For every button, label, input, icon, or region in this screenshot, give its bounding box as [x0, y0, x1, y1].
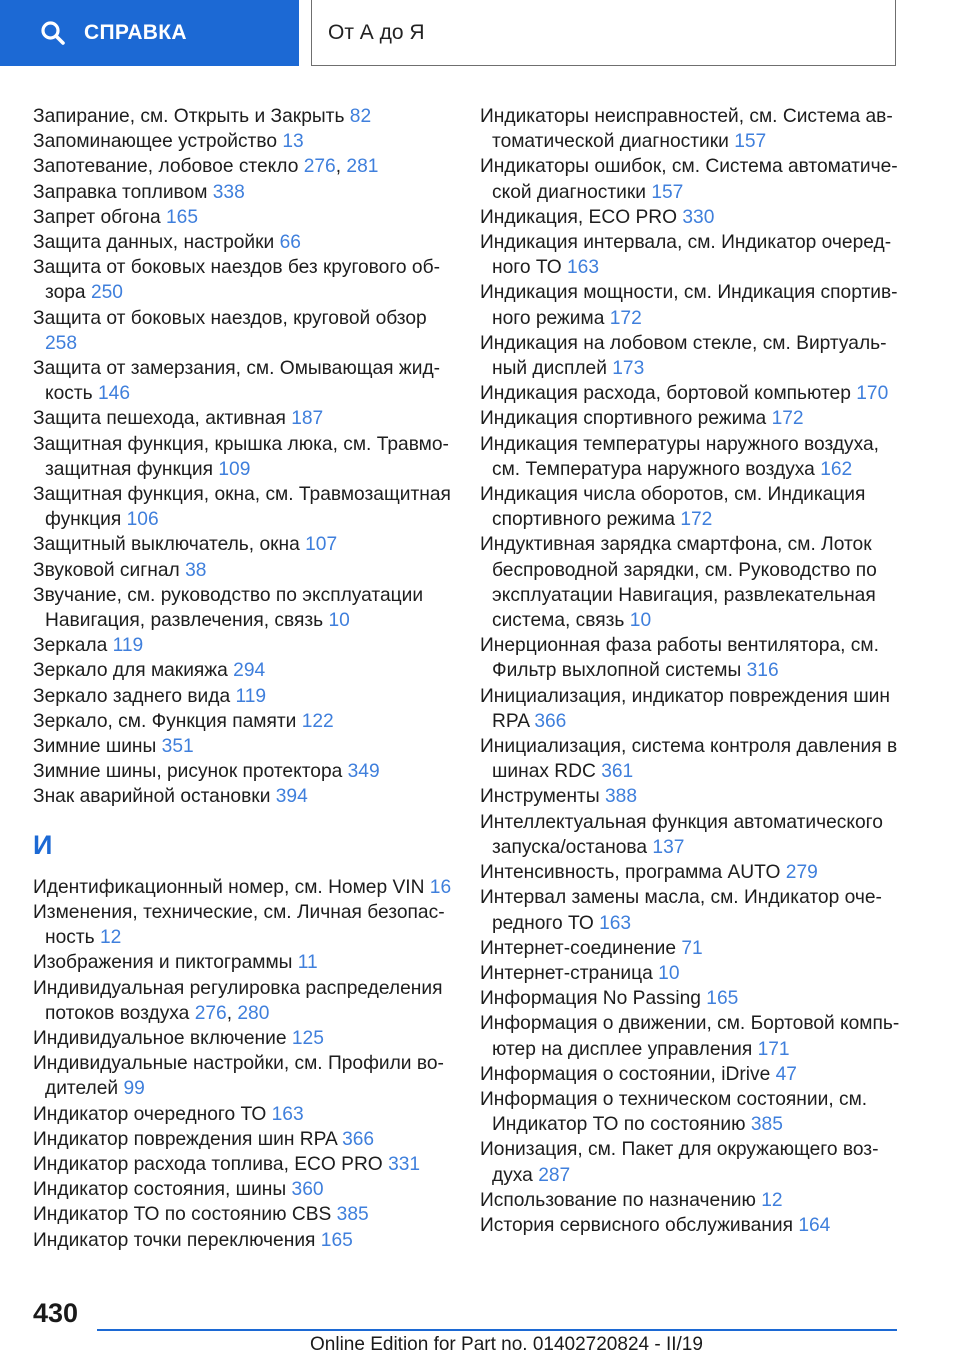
- index-entry-term: Интеллектуальная функция автоматического запуска/останова: [480, 811, 883, 858]
- index-entry: [480, 1137, 905, 1187]
- index-entry: Индивидуальная регулировка распределения потоков воздуха 276, 280: [33, 977, 443, 1024]
- page-link[interactable]: 163: [566, 257, 599, 279]
- index-entry-term: Изображения и пиктограммы: [33, 952, 293, 974]
- page-link[interactable]: 13: [282, 131, 304, 153]
- index-entry: [33, 356, 453, 406]
- index-entry: Запотевание, лобовое стекло 276, 281: [33, 156, 379, 178]
- index-entry: [480, 1062, 905, 1087]
- index-entry: [480, 1188, 905, 1213]
- index-entry-term: Индикаторы ошибок, см. Система автоматической диагностики: [480, 156, 898, 203]
- index-entry: [33, 432, 453, 482]
- index-entry: [33, 633, 453, 658]
- page-link[interactable]: 163: [271, 1103, 304, 1125]
- index-entry: [480, 331, 905, 381]
- page-link[interactable]: 276: [194, 1002, 227, 1024]
- index-entry-term: Индикация, ECO PRO: [480, 206, 678, 228]
- index-entry: [33, 129, 453, 154]
- index-entry: [480, 1087, 905, 1137]
- index-entry-term: Индикация мощности, см. Индикация спортивного режима: [480, 282, 898, 329]
- index-entry: [480, 633, 905, 683]
- index-entry-term: Интервал замены масла, см. Индикатор очередного ТО: [480, 887, 882, 934]
- index-entry-term: Информация о состоянии, iDrive: [480, 1063, 771, 1085]
- index-entry-term: Зеркало, см. Функция памяти: [33, 710, 297, 732]
- page-link[interactable]: 280: [237, 1002, 270, 1024]
- page-link[interactable]: 163: [599, 912, 632, 934]
- page-link[interactable]: 281: [346, 156, 379, 178]
- page-link[interactable]: 250: [90, 282, 123, 304]
- page-link[interactable]: 360: [291, 1179, 324, 1201]
- footer: [0, 1290, 960, 1362]
- page-link[interactable]: 106: [126, 509, 159, 531]
- index-entry: [480, 482, 905, 532]
- index-entry-term: Зеркало для макияжа: [33, 660, 228, 682]
- index-entry-term: Защита от замерзания, см. Омывающая жидкость: [33, 358, 441, 405]
- index-entry: [33, 900, 453, 950]
- search-icon: [40, 20, 66, 46]
- index-entry-term: Защитная функция, крышка люка, см. Травмозащитная функция: [33, 433, 449, 480]
- index-entry: [33, 255, 453, 305]
- index-entry: [480, 205, 905, 230]
- index-entry: [33, 1177, 453, 1202]
- index-entry-term: Запрет обгона: [33, 206, 161, 228]
- index-entry-term: Информация No Passing: [480, 988, 701, 1010]
- page-link[interactable]: 279: [785, 862, 818, 884]
- page-link[interactable]: 294: [233, 660, 266, 682]
- index-entry: [33, 1102, 453, 1127]
- index-entry: [33, 230, 453, 255]
- page-link[interactable]: 330: [682, 206, 715, 228]
- index-entry-term: История сервисного обслуживания: [480, 1214, 793, 1236]
- page-link[interactable]: 125: [291, 1027, 324, 1049]
- index-entry-term: Защитная функция, окна, см. Травмозащитная функция: [33, 484, 451, 531]
- index-entry: [33, 104, 453, 129]
- page-link[interactable]: 38: [185, 559, 207, 581]
- index-entry-term: Зимние шины: [33, 736, 157, 758]
- index-entry: [480, 860, 905, 885]
- index-entry-term: Индикатор повреждения шин RPA: [33, 1128, 337, 1150]
- page-link[interactable]: 385: [750, 1114, 783, 1136]
- footer-divider: [97, 1329, 897, 1331]
- index-entry: [480, 684, 905, 734]
- page-link[interactable]: 164: [798, 1214, 831, 1236]
- index-entry-term: Индикатор расхода топлива, ECO PRO: [33, 1153, 383, 1175]
- page-link[interactable]: 157: [734, 131, 767, 153]
- a-to-z-tab[interactable]: [311, 0, 896, 66]
- index-entry-term: Индивидуальные настройки, см. Профили водителей: [33, 1053, 444, 1100]
- page-link[interactable]: 172: [680, 509, 713, 531]
- index-entry: [480, 406, 905, 431]
- index-entry: [480, 432, 905, 482]
- index-entry-term: Инициализация, индикатор повреждения шин RPA: [480, 685, 890, 732]
- index-entry-term: Защита от боковых наездов, круговой обзор: [33, 307, 427, 329]
- index-entry-term: Информация о техническом состоянии, см. Индикатор ТО по состоянию: [480, 1088, 868, 1136]
- header: [0, 0, 960, 66]
- edition-note: Online Edition for Part no. 01402720824 - II/19: [310, 1334, 703, 1355]
- index-entry: [33, 684, 453, 709]
- page-link[interactable]: 187: [291, 408, 324, 430]
- index-entry: [480, 986, 905, 1011]
- index-entry-term: Интернет-страница: [480, 962, 653, 984]
- index-entry-term: Идентификационный номер, см. Номер VIN: [33, 876, 425, 898]
- index-entry: [480, 532, 905, 633]
- index-entry: [480, 936, 905, 961]
- index-entry: [33, 1152, 453, 1177]
- page-link[interactable]: 137: [652, 836, 685, 858]
- index-entry: [480, 230, 905, 280]
- page-link[interactable]: 82: [349, 106, 372, 127]
- page-link[interactable]: 12: [761, 1189, 783, 1211]
- index-entry: [33, 306, 453, 356]
- index-column-left: [33, 104, 453, 1253]
- page-link[interactable]: 11: [297, 952, 318, 974]
- index-entry-term: Индуктивная зарядка смартфона, см. Лоток беспроводной зарядки, см. Руководство по эксплуатации Навигация, развлекательная система, связь: [480, 534, 877, 632]
- index-entry: [33, 1127, 453, 1152]
- index-entry-term: Защита от боковых наездов без кругового обзора: [33, 257, 440, 304]
- index-entry-term: Индикация числа оборотов, см. Индикация спортивного режима: [480, 484, 866, 531]
- index-entry: [480, 784, 905, 809]
- index-entry: [480, 280, 905, 330]
- page-link[interactable]: 119: [235, 685, 267, 707]
- page-link[interactable]: 170: [856, 383, 889, 405]
- index-entry: [33, 709, 453, 734]
- page-link[interactable]: 171: [757, 1038, 790, 1060]
- page-link[interactable]: 165: [706, 988, 739, 1010]
- index-entry: [33, 734, 453, 759]
- index-entry-term: Защитный выключатель, окна: [33, 534, 300, 556]
- page-link[interactable]: 10: [629, 610, 652, 632]
- page-link[interactable]: 10: [658, 962, 680, 984]
- index-entry-term: Изменения, технические, см. Личная безопасность: [33, 901, 445, 949]
- index-entry-term: Зимние шины, рисунок протектора: [33, 761, 343, 783]
- page-link[interactable]: 351: [161, 736, 194, 758]
- index-entry-term: Информация о движении, см. Бортовой компьютер на дисплее управления: [480, 1013, 900, 1060]
- index-entry: [33, 875, 453, 900]
- page-link[interactable]: 10: [328, 610, 350, 632]
- index-entry: [33, 406, 453, 431]
- index-entry-term: Знак аварийной остановки: [33, 786, 271, 808]
- page-link[interactable]: 173: [612, 358, 645, 380]
- index-entry-term: Индикация интервала, см. Индикатор очередного ТО: [480, 232, 892, 279]
- page-link[interactable]: 258: [45, 332, 78, 354]
- page-link[interactable]: 276: [303, 156, 336, 178]
- index-entry: [480, 1011, 905, 1061]
- index-entry: [33, 1051, 453, 1101]
- index-entry-term: Индикация температуры наружного воздуха, см. Температура наружного воздуха: [480, 433, 880, 480]
- index-entry-term: Запоминающее устройство: [33, 131, 277, 153]
- page-link[interactable]: 122: [301, 710, 334, 732]
- page-number: 430: [33, 1298, 79, 1328]
- index-entry-term: Ионизация, см. Пакет для окружающего воздуха: [480, 1139, 879, 1186]
- page-link[interactable]: 165: [166, 206, 199, 228]
- index-entry: [480, 961, 905, 986]
- page-link[interactable]: 119: [112, 635, 144, 657]
- index-entry-term: Зеркало заднего вида: [33, 685, 231, 707]
- page-link[interactable]: 47: [775, 1063, 797, 1085]
- help-tab[interactable]: [0, 0, 299, 66]
- page-link[interactable]: 99: [123, 1078, 145, 1100]
- index-entry-term: Индикация спортивного режима: [480, 408, 767, 430]
- page-link[interactable]: 107: [305, 534, 338, 556]
- index-entry: [480, 104, 905, 154]
- index-entry-term: Индикатор очередного ТО: [33, 1103, 267, 1125]
- page-link[interactable]: 361: [601, 761, 634, 783]
- index-entry: [33, 180, 453, 205]
- index-entry-term: Индивидуальная регулировка распределения потоков воздуха: [33, 977, 443, 1024]
- index-entry-term: Инициализация, система контроля давления в шинах RDC: [480, 736, 898, 783]
- a-to-z-label: От А до Я: [328, 20, 425, 44]
- index-entry: [480, 381, 905, 406]
- page-link[interactable]: 66: [279, 232, 301, 254]
- index-entry-term: Звучание, см. руководство по эксплуатации Навигация, развлечения, связь: [33, 584, 424, 632]
- page-link[interactable]: 157: [651, 181, 684, 203]
- index-entry-term: Звуковой сигнал: [33, 559, 180, 581]
- index-entry: [33, 558, 453, 583]
- index-entry: [33, 759, 453, 784]
- page-link[interactable]: 12: [100, 927, 122, 949]
- index-entry-term: Инерционная фаза работы вентилятора, см. Фильтр выхлопной системы: [480, 635, 879, 682]
- index-entry: [33, 583, 453, 633]
- index-entry-term: Зеркала: [33, 635, 108, 657]
- index-entry: [33, 658, 453, 683]
- index-entry: [33, 950, 453, 975]
- page-link[interactable]: 71: [681, 937, 703, 959]
- index-entry-term: Индикатор точки переключения: [33, 1229, 316, 1251]
- page-link[interactable]: 366: [342, 1128, 375, 1150]
- index-entry: [480, 734, 905, 784]
- index-entry-term: Интенсивность, программа AUTO: [480, 862, 781, 884]
- index-entry: [33, 482, 453, 532]
- index-entry-term: Индикатор ТО по состоянию CBS: [33, 1204, 332, 1226]
- page-link[interactable]: 338: [212, 181, 245, 203]
- page-link[interactable]: 146: [98, 383, 131, 405]
- index-entry: [33, 205, 453, 230]
- index-column-right: [480, 104, 905, 1238]
- index-entry: [33, 1026, 453, 1051]
- section-letter: И: [33, 829, 53, 860]
- index-entry: [480, 1213, 905, 1238]
- index-entry: [480, 810, 905, 860]
- index-entry-term: Запирание, см. Открыть и Закрыть: [33, 106, 345, 127]
- index-entry-term: Индикация на лобовом стекле, см. Виртуальный дисплей: [480, 332, 887, 380]
- page-link[interactable]: 388: [604, 786, 637, 808]
- page-link[interactable]: 316: [746, 660, 779, 682]
- index-entry: [480, 885, 905, 935]
- page-link[interactable]: 331: [388, 1153, 421, 1175]
- page-link[interactable]: 394: [275, 786, 308, 808]
- page-link[interactable]: 165: [320, 1229, 353, 1251]
- index-entry: [33, 532, 453, 557]
- index-entry-term: Защита пешехода, активная: [33, 408, 286, 430]
- page-link[interactable]: 109: [218, 458, 251, 480]
- page-link[interactable]: 287: [538, 1164, 571, 1186]
- index-entry-term: Заправка топливом: [33, 181, 208, 203]
- index-entry: [33, 1202, 453, 1227]
- page-link[interactable]: 162: [820, 458, 853, 480]
- index-entry-term: Инструменты: [480, 786, 600, 808]
- index-entry-term: Интернет-соединение: [480, 937, 677, 959]
- page-link[interactable]: 349: [347, 761, 380, 783]
- index-entry: [33, 784, 453, 809]
- page-link[interactable]: 385: [336, 1204, 369, 1226]
- index-entry: [480, 154, 905, 204]
- index-entry-term: Индикация расхода, бортовой компьютер: [480, 383, 851, 405]
- help-label: СПРАВКА: [84, 21, 187, 44]
- index-entry-term: Индикаторы неисправностей, см. Система автоматической диагностики: [480, 106, 893, 153]
- page-link[interactable]: 16: [429, 876, 452, 898]
- page-link[interactable]: 366: [534, 710, 567, 732]
- index-entry-term: Запотевание, лобовое стекло: [33, 156, 299, 178]
- index-entry-term: Индивидуальное включение: [33, 1027, 287, 1049]
- index-entry-term: Защита данных, настройки: [33, 232, 275, 254]
- page-link[interactable]: 172: [771, 408, 804, 430]
- index-entry: [33, 1228, 453, 1253]
- index-entry-term: Использование по назначению: [480, 1189, 756, 1211]
- index-entry-term: Индикатор состояния, шины: [33, 1179, 287, 1201]
- page-link[interactable]: 172: [609, 307, 642, 329]
